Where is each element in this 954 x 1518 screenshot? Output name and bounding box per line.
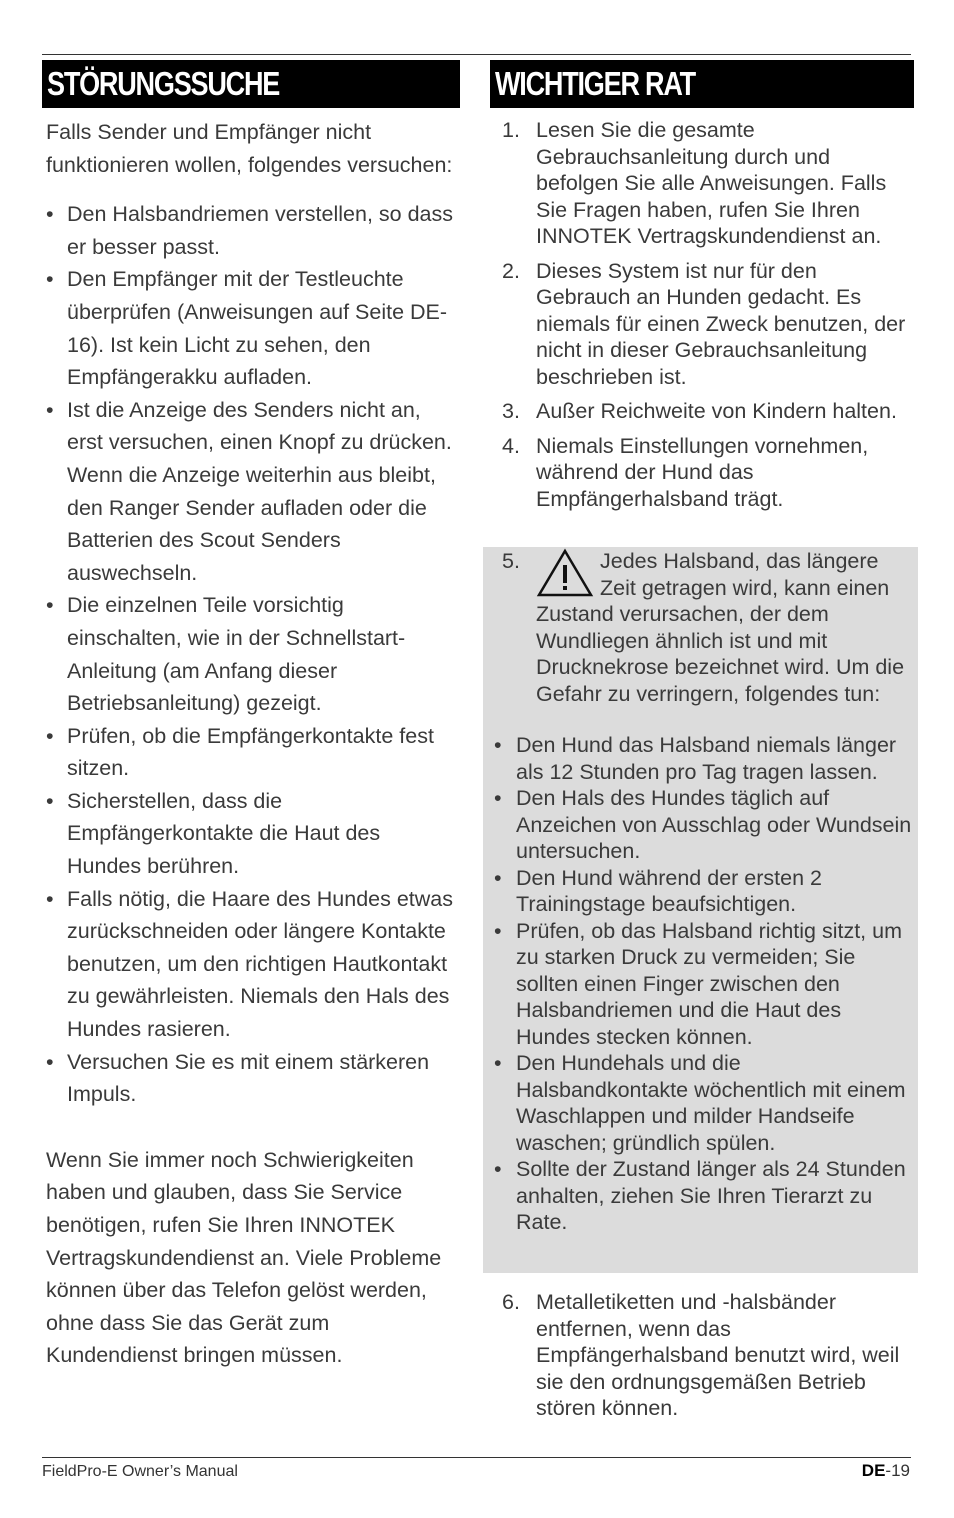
list-item: • Den Hund während der ersten 2 Trainingstage beaufsichtigen. — [494, 865, 822, 916]
important-advice-heading: WICHTIGER RAT — [490, 60, 914, 108]
list-item: • Versuchen Sie es mit einem stärkeren Impuls. — [42, 1046, 460, 1111]
important-advice-section — [490, 60, 914, 520]
bullet-icon: • — [494, 865, 502, 890]
advice-item-6: 6. Metalletiketten und -halsbänder entfernen, wenn das Empfängerhalsband benutzt wird, weil sie den ordnungsgemäßen Betrieb stören können. — [502, 1290, 900, 1420]
list-item: • Den Empfänger mit der Testleuchte überprüfen (Anweisungen auf Seite DE-16). Ist kein Licht zu sehen, den Empfängerakku aufladen. — [42, 263, 460, 393]
advice-list — [490, 117, 914, 512]
troubleshooting-intro: Falls Sender und Empfänger nicht funktionieren wollen, folgendes versuchen: — [46, 120, 453, 177]
list-item: • Prüfen, ob das Halsband richtig sitzt, um zu starken Druck zu vermeiden; Sie sollten einen Finger zwischen den Halsbandriemen und die Haut des Hundes stecken können. — [494, 918, 902, 1049]
troubleshooting-section — [42, 60, 460, 1372]
bullet-icon: • — [46, 723, 54, 748]
top-rule — [42, 54, 911, 55]
bullet-icon: • — [494, 786, 502, 810]
bullet-icon: • — [46, 1049, 54, 1074]
list-item: • Ist die Anzeige des Senders nicht an, erst versuchen, einen Knopf zu drücken. Wenn die Anzeige weiterhin aus bleibt, den Ranger Sender aufladen oder die Batterien des Scout Senders auswechseln. — [42, 394, 460, 590]
bottom-rule — [42, 1457, 911, 1458]
advice-item-3: 3. Außer Reichweite von Kindern halten. — [502, 399, 897, 423]
bullet-icon: • — [46, 886, 54, 911]
bullet-icon: • — [494, 1157, 502, 1181]
warning-list — [490, 732, 914, 1236]
list-item: • Prüfen, ob die Empfängerkontakte fest sitzen. — [42, 720, 460, 785]
list-item: • Sollte der Zustand länger als 24 Stunden anhalten, ziehen Sie Ihren Tierarzt zu Rate. — [494, 1157, 906, 1234]
bullet-icon: • — [494, 918, 502, 943]
bullet-icon: • — [494, 733, 502, 757]
advice-item-4: 4. Niemals Einstellungen vornehmen, während der Hund das Empfängerhalsband trägt. — [502, 433, 869, 511]
advice-item-2: 2. Dieses System ist nur für den Gebrauch an Hunden gedacht. Es niemals für einen Zweck benutzen, der nicht in dieser Gebrauchsanleitung beschrieben ist. — [502, 258, 906, 389]
bullet-icon: • — [46, 202, 54, 227]
warning-triangle-icon — [536, 548, 594, 598]
troubleshooting-heading: STÖRUNGSSUCHE — [42, 60, 460, 108]
warning-text: Jedes Halsband, das längere Zeit getragen wird, kann einen Zustand verursachen, der dem Wundliegen ähnlich ist und mit Drucknekrose bezeichnet wird. Um die Gefahr zu verringern, folgendes tun: — [536, 549, 905, 706]
page-number: DE-19 — [861, 1461, 910, 1480]
footer-manual-title: FieldPro-E Owner’s Manual — [42, 1463, 238, 1480]
troubleshooting-list — [42, 198, 460, 1111]
list-item: • Den Hundehals und die Halsbandkontakte wöchentlich mit einem Waschlappen und milder Handseife waschen; gründlich spülen. — [494, 1051, 906, 1155]
bullet-icon: • — [46, 788, 54, 813]
list-item: • Den Hals des Hundes täglich auf Anzeichen von Ausschlag oder Wundsein untersuchen. — [494, 786, 912, 863]
bullet-icon: • — [46, 593, 54, 618]
list-item: • Den Halsbandriemen verstellen, so dass er besser passt. — [42, 198, 460, 263]
troubleshooting-outro: Wenn Sie immer noch Schwierigkeiten haben und glauben, dass Sie Service benötigen, rufen Sie Ihren INNOTEK Vertragskundendienst an. Viele Probleme können über das Telefon gelöst werden, ohne dass Sie das Gerät zum Kundendienst bringen müssen. — [46, 1147, 442, 1368]
list-item: • Sicherstellen, dass die Empfängerkontakte die Haut des Hundes berühren. — [42, 785, 460, 883]
bullet-icon: • — [494, 1051, 502, 1075]
list-item: • Die einzelnen Teile vorsichtig einschalten, wie in der Schnellstart-Anleitung (am Anfang dieser Betriebsanleitung) gezeigt. — [42, 589, 460, 719]
list-item: • Falls nötig, die Haare des Hundes etwas zurückschneiden oder längere Kontakte benutzen, um den richtigen Hautkontakt zu gewährleisten. Niemals den Hals des Hundes rasieren. — [42, 883, 460, 1046]
bullet-icon: • — [46, 267, 54, 292]
advice-item-1: 1. Lesen Sie die gesamte Gebrauchsanleitung durch und befolgen Sie alle Anweisungen. Falls Sie Fragen haben, rufen Sie Ihren INNOTEK Vertragskundendienst an. — [502, 118, 887, 248]
bullet-icon: • — [46, 397, 54, 422]
list-item: • Den Hund das Halsband niemals länger als 12 Stunden pro Tag tragen lassen. — [494, 733, 897, 784]
advice-item-5: 5. Jedes Halsband, das längere Zeit getragen wird, kann einen Zustand verursachen, der dem Wundliegen ähnlich ist und mit Drucknekrose bezeichnet wird. Um die Gefahr zu verringern, folgendes tun: • Den Hund das Halsband niemals länger als 12 Stunden pro Tag tragen lassen. • Den Hals des Hundes täglich auf Anzeichen von Ausschlag oder Wundsein untersuchen. • Den Hund während der ersten 2 Trainingstage beaufsichtigen. • Prüfen, ob das Halsband richtig sitzt, um zu starken Druck zu vermeiden; Sie sollten einen Finger zwischen den Halsbandriemen und die Haut des Hundes stecken können. • Den Hundehals und die Halsbandkontakte wöchentlich mit einem Waschlappen und milder Handseife waschen; gründlich spülen. • Sollte der Zustand länger als 24 Stunden anhalten, ziehen Sie Ihren Tierarzt zu Rate. — [490, 548, 914, 1236]
